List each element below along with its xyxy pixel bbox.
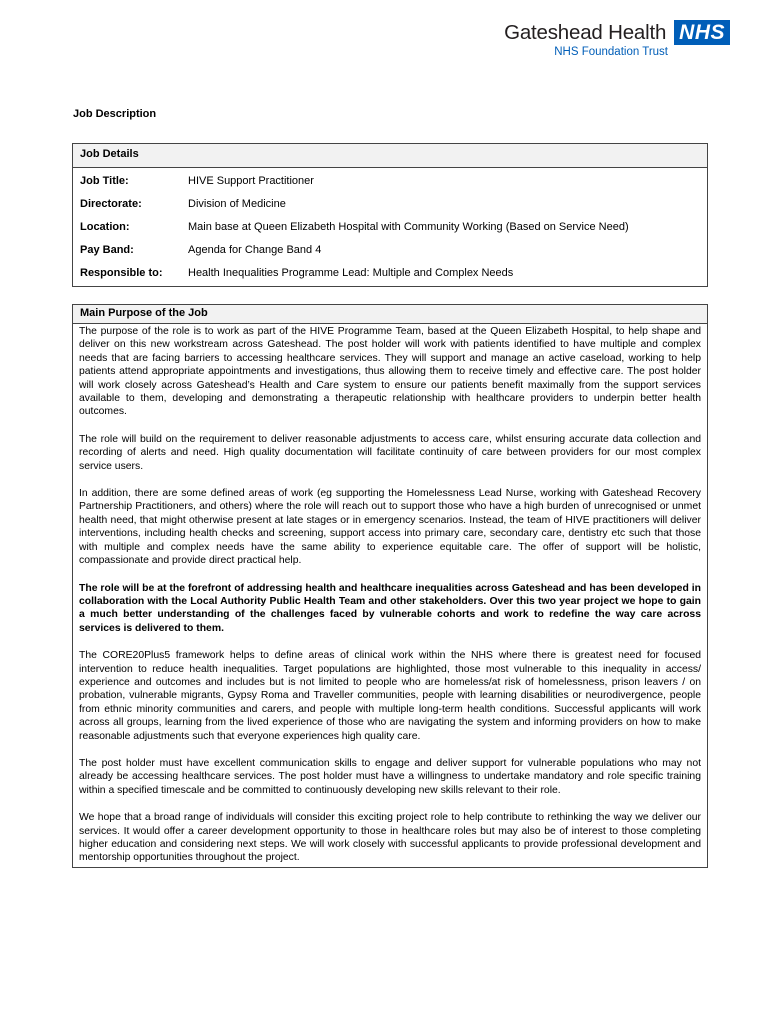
detail-value: Division of Medicine — [188, 197, 286, 210]
purpose-paragraph-emphasis: The role will be at the forefront of addressing health and healthcare inequalities across Gateshead and has been developed in collaboration with the Local Authority Public Health Team and other stakeholders. Over this two year project we hope to gain a much better understanding of the challenges faced by vulnerable cohorts and work to redefine the way care across services is delivered to them. — [79, 582, 701, 634]
detail-label: Job Title: — [80, 174, 129, 187]
org-subtitle: NHS Foundation Trust — [554, 46, 668, 58]
detail-label: Location: — [80, 220, 130, 233]
detail-label: Responsible to: — [80, 266, 163, 279]
main-purpose-section — [72, 304, 708, 868]
purpose-paragraph: The role will build on the requirement to deliver reasonable adjustments to access care, whilst ensuring accurate data collection and recording of alerts and need. High quality documentation will facilitate continuity of care between providers for our most complex service users. — [79, 433, 701, 472]
detail-value: Health Inequalities Programme Lead: Multiple and Complex Needs — [188, 266, 514, 279]
detail-row-pay-band — [73, 238, 707, 261]
detail-row-location — [73, 215, 707, 238]
detail-value: Main base at Queen Elizabeth Hospital with Community Working (Based on Service Need) — [188, 220, 629, 233]
detail-value: Agenda for Change Band 4 — [188, 243, 322, 256]
purpose-paragraph: We hope that a broad range of individuals will consider this exciting project role to help contribute to rethinking the way we deliver our services. It would offer a career development opportunity to those in healthcare roles but may also be of interest to those completing higher education and considering next steps. We will work closely with successful applicants to provide professional development and mentorship opportunities throughout the project. — [79, 812, 701, 864]
detail-label: Pay Band: — [80, 243, 134, 256]
job-details-header: Job Details — [73, 144, 707, 168]
detail-row-directorate — [73, 192, 707, 215]
detail-row-job-title — [73, 169, 707, 192]
purpose-paragraph: In addition, there are some defined areas of work (eg supporting the Homelessness Lead Nurse, working with Gateshead Recovery Partnership Practitioners, and others) where the role will reach out to support those who have a high burden of unrecognised or unmet health need, that might otherwise present at late stages or in emergency scenarios. Instead, the team of HIVE practitioners will deliver interventions, including health checks and screening, support access into primary care, secondary care, dentistry etc such that those with multiple and complex needs have the same ability to experience equitable care. The offer of support will be holistic, compassionate and provide direct practical help. — [79, 488, 701, 567]
nhs-logo-icon: NHS — [674, 20, 730, 45]
trust-logo — [504, 20, 730, 58]
purpose-paragraph: The CORE20Plus5 framework helps to define areas of clinical work within the NHS where there is greatest need for focused intervention to reduce health inequalities. Target populations are highlighted, those most vulnerable to this inequality in access/ experience and outcomes and includes but is not limited to people who are homeless/at risk of homelessness, prison leavers / on probation, vulnerable migrants, Gypsy Roma and Traveller communities, people with learning disabilities or neurodivergence, people from ethnic minority communities and carers, and people with multiple long-term health conditions. Successful applicants will work across all groups, learning from the lived experience of those who are navigating the system and informing providers on how to make reasonable adjustments such that everyone experiences high quality care. — [79, 650, 701, 742]
main-purpose-header: Main Purpose of the Job — [73, 305, 707, 324]
org-name: Gateshead Health — [504, 20, 667, 44]
purpose-paragraph: The purpose of the role is to work as part of the HIVE Programme Team, based at the Queen Elizabeth Hospital, to help shape and deliver on this new workstream across Gateshead. The post holder will work with patients identified to have multiple and complex needs that are facing barriers to accessing healthcare services. They will support and manage an active caseload, working to help patients attend appropriate appointments and investigations, thus allowing them to receive timely and effective care. The post holder will work closely across Gateshead’s Health and Care system to ensure our patients benefit maximally from the support services available to them, developing and demonstrating a therapeutic relationship with healthcare providers to underpin better health outcomes. — [79, 326, 701, 418]
detail-value: HIVE Support Practitioner — [188, 174, 314, 187]
job-details-table — [72, 143, 708, 287]
detail-label: Directorate: — [80, 197, 142, 210]
detail-row-responsible-to — [73, 261, 707, 284]
main-purpose-body — [73, 324, 707, 867]
purpose-paragraph: The post holder must have excellent communication skills to engage and deliver support for vulnerable populations who may not already be accessing healthcare services. The post holder must have a willingness to undertake mandatory and role specific training within a specified timescale and be committed to continuously developing new skills relevant to their role. — [79, 757, 701, 796]
document-heading: Job Description — [73, 108, 157, 120]
